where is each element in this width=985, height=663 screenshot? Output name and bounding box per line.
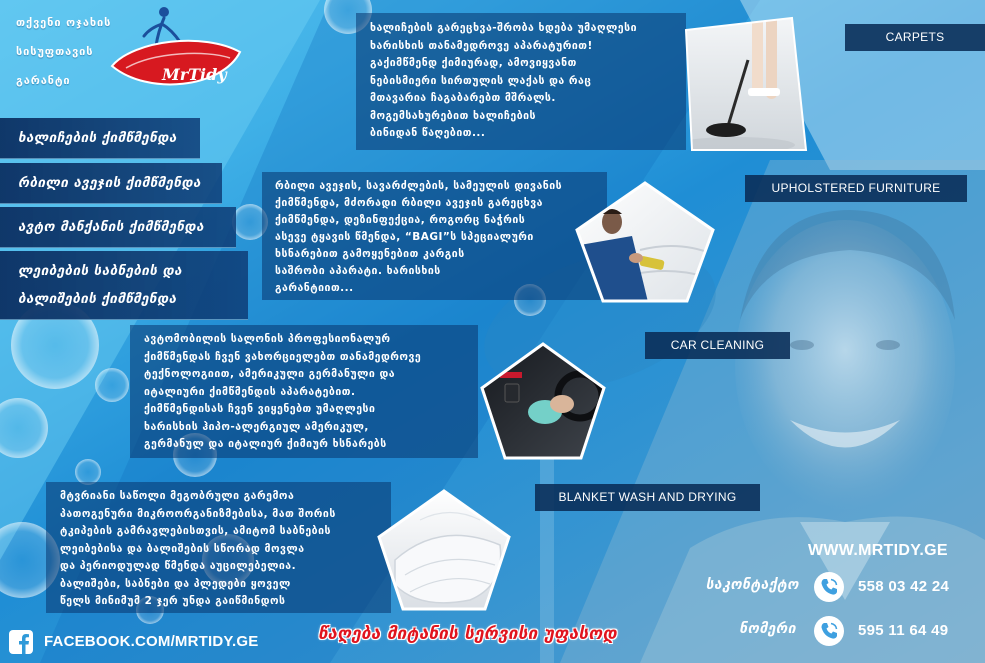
description-line: ხარისხის ჰიპო-ალერგიულ ამერიკულ, xyxy=(144,420,369,433)
description-line: ხსნარებით გამოყენებით კარგის xyxy=(275,248,465,260)
section-label-text: UPHOLSTERED FURNITURE xyxy=(771,181,941,195)
section-label-text: CAR CLEANING xyxy=(670,338,765,352)
description-line: საშრობი აპარატი. ხარისხის xyxy=(275,265,441,277)
description-line: ასევე ტყავის წმენდა, “BAGI”ს სპეციალური xyxy=(275,231,534,243)
menu-item-label: ლეიბების საბნების და xyxy=(18,263,183,279)
description-line: ბალიშები, საბნები და პლედები ყოველ xyxy=(60,577,291,590)
description-line: პათოგენური მიკროორგანიზმებისა, მათ შორის xyxy=(60,507,336,520)
tagline-line: თქვენი ოჯახის xyxy=(16,16,112,29)
free-delivery-banner: წაღება მიტანის სერვისი უფასოდ xyxy=(318,624,617,644)
description-line: ტექნოლოგიით, ამერიკული გერმანული და xyxy=(144,368,396,380)
description-line: ქიმწმენდა, მძორადი რბილი ავეჯის გარეცხვა xyxy=(275,197,543,209)
description-line: იტალიური ქიმწმენდის აპარატებით. xyxy=(144,385,356,398)
logo-text: MrTidy xyxy=(162,65,227,84)
contact-label: საკონტაქტო xyxy=(705,577,799,593)
furniture-description xyxy=(275,178,562,297)
description-line: წელს მინიმუმ 2 ჯერ უნდა გაიწმინდოს xyxy=(60,595,286,607)
carpets-description xyxy=(370,20,637,143)
tagline-line: სისუფთავის xyxy=(16,45,94,58)
description-line: ხარისხის თანამედროვე აპარატურით! xyxy=(370,39,593,52)
menu-item-label: რბილი ავეჯის ქიმწმენდა xyxy=(18,175,201,191)
description-line: მოგემსახურებით ხალიჩების xyxy=(370,109,537,122)
carpet-vacuum-photo xyxy=(675,15,810,155)
description-line: მტვრიანი საწოლი მეგობრული გარემოა xyxy=(60,490,295,502)
blanket-description xyxy=(60,488,336,611)
phone-icon xyxy=(813,571,845,603)
description-line: გერმანულ და იტალიურ ქიმიურ ხსნარებს xyxy=(144,438,387,450)
phone-number[interactable]: 595 11 64 49 xyxy=(858,622,949,639)
upholstered-furniture-label xyxy=(745,175,967,202)
car-interior-photo xyxy=(478,340,608,462)
facebook-link[interactable]: FACEBOOK.COM/MRTIDY.GE xyxy=(44,633,259,650)
description-line: ნებისმიერი სირთულის ლაქას და რაც xyxy=(370,74,592,87)
tagline xyxy=(16,8,111,95)
menu-item-label: ავტო მანქანის ქიმწმენდა xyxy=(18,219,204,235)
description-line: ტკიპების გამრავლებისთვის, ამიტომ საბნების xyxy=(60,525,331,537)
section-label-text: CARPETS xyxy=(885,30,945,44)
menu-item-car-cleaning[interactable] xyxy=(0,207,236,248)
car-cleaning-label xyxy=(645,332,790,359)
description-line: ბინიდან წაღებით... xyxy=(370,127,486,139)
description-line: და პერიოდულად წმენდა აუცილებელია. xyxy=(60,560,297,572)
mrtidy-logo xyxy=(106,2,246,98)
description-line: მთავარია ჩაგაბარებთ მშრალს. xyxy=(370,92,556,104)
phone-icon xyxy=(813,615,845,647)
description-line: ქიმწმენდისას ჩვენ ვიყენებთ უმაღლესი xyxy=(144,403,376,415)
pillow-blanket-photo xyxy=(375,488,515,613)
sofa-cleaning-photo xyxy=(570,180,720,305)
contact-label: ნომერი xyxy=(739,621,796,637)
description-line: ავტომობილის სალონის პროფესიონალურ xyxy=(144,333,391,345)
website-link[interactable]: WWW.MRTIDY.GE xyxy=(808,542,948,559)
blanket-wash-label xyxy=(535,484,760,511)
menu-item-bedding-cleaning[interactable] xyxy=(0,251,248,320)
description-line: რბილი ავეჯის, სავარძლების, სამეულის დივანის xyxy=(275,180,563,192)
description-line: ლეიბებისა და ბალიშების სწორად მოვლა xyxy=(60,542,305,555)
description-line: ქიმწმენდა, დეზინფექცია, როგორც ნაჭრის xyxy=(275,214,526,226)
tagline-line: გარანტი xyxy=(16,74,71,87)
description-line: ხალიჩების გარეცხვა-შრობა ხდება უმაღლესი xyxy=(370,22,637,34)
section-label-text: BLANKET WASH AND DRYING xyxy=(558,490,737,504)
carpets-label xyxy=(845,24,985,51)
phone-number[interactable]: 558 03 42 24 xyxy=(858,578,950,595)
car-description xyxy=(144,331,421,454)
menu-item-furniture-cleaning[interactable] xyxy=(0,163,222,204)
menu-item-label: ბალიშების ქიმწმენდა xyxy=(18,291,177,307)
description-line: გარანტიით... xyxy=(275,282,354,294)
description-line: ქიმწმენდას ჩვენ ვახორციელებთ თანამედროვე xyxy=(144,350,422,363)
menu-item-label: ხალიჩების ქიმწმენდა xyxy=(18,130,177,146)
menu-item-carpet-cleaning[interactable] xyxy=(0,118,200,159)
description-line: გაქიმწმენდ ქიმიურად, ამოვიყვანთ xyxy=(370,57,577,69)
facebook-icon xyxy=(9,630,33,654)
